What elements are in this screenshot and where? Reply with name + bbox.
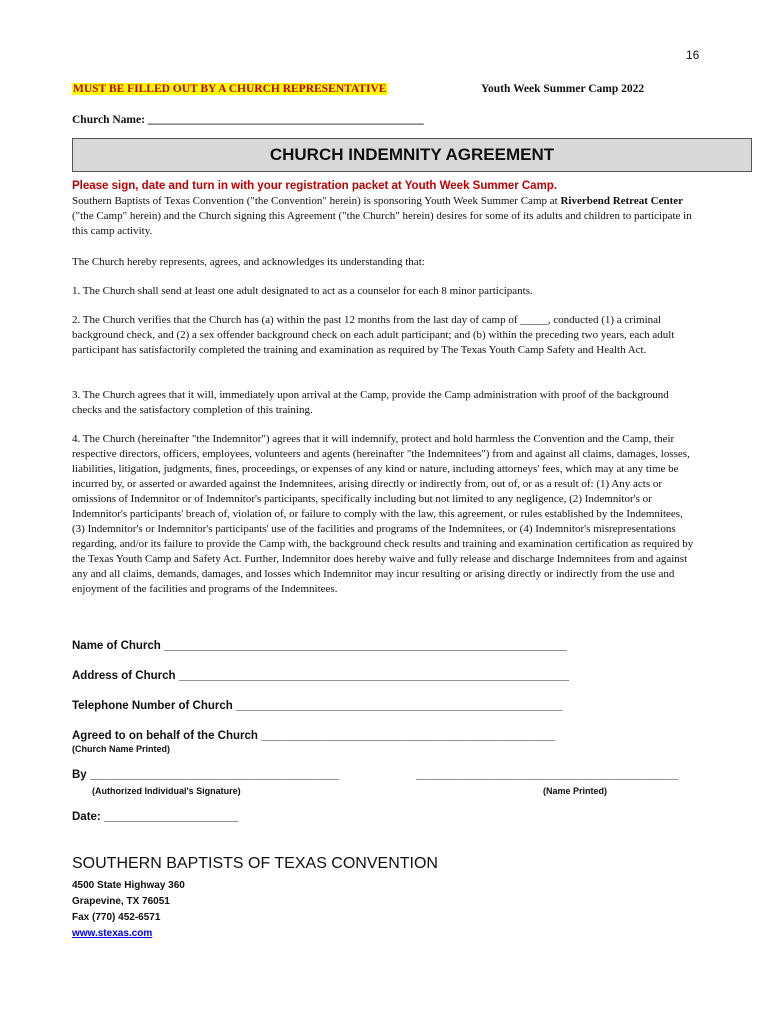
- clause-4: 4. The Church (hereinafter "the Indemnitor") agrees that it will indemnify, protect and hold harmless the Convention and the Camp, their respective directors, officers, employees, volunteers and agents (hereinafter "the Indemnitees") from and against all claims, damages, losses, liabilities, litigation, judgments, fines, proceedings, or expenses of any kind or nature, including attorneys' fees, which may at any time be incurred by, or asserted or awarded against the Indemnitees, arising directly or indirectly from, out of, or as a result of: (1) Any acts or omissions of Indemnitor or of Indemnitor's participants, specifically including but not limited to any negligence, (2) Indemnitor's or Indemnitor's participants' breach of, violation of, or failure to comply with the law, this agreement, or rules established by the Indemnitees, (3) Indemnitor's or Indemnitor's participants' use of the facilities and programs of the Indemnitees, or (4) Indemnitor's misrepresentations regarding, and/or its failure to provide the Camp with, the background check results and training and examination certification as required by the Texas Youth Camp and Safety Act. Further, Indemnitor does hereby waive and fully release and discharge Indemnitees from and against any and all claims, demands, damages, and losses which Indemnitor may incur resulting or arising directly or indirectly from the use and enjoyment of the facilities and programs of the Indemnitees.: [72, 433, 694, 595]
- church-address-field[interactable]: Address of Church _____________________________________________________________: [72, 670, 569, 682]
- page-number: 16: [686, 48, 700, 62]
- agreed-caption: (Church Name Printed): [72, 744, 171, 754]
- address-city: Grapevine, TX 76051: [72, 896, 170, 907]
- clause-1: 1. The Church shall send at least one adult designated to act as a counselor for each 8 minor participants.: [72, 285, 533, 297]
- date-field[interactable]: Date: _____________________: [72, 811, 239, 823]
- church-name-line[interactable]: Church Name: ________________________________________________: [72, 114, 424, 126]
- name-printed-field[interactable]: _________________________________________: [416, 769, 679, 781]
- website-link[interactable]: www.stexas.com: [72, 928, 153, 939]
- name-printed-caption: (Name Printed): [543, 786, 608, 796]
- address-street: 4500 State Highway 360: [72, 880, 185, 891]
- representative-notice: MUST BE FILLED OUT BY A CHURCH REPRESENTATIVE: [73, 83, 387, 95]
- signature-field[interactable]: By _______________________________________: [72, 769, 340, 781]
- organization-name: SOUTHERN BAPTISTS OF TEXAS CONVENTION: [72, 855, 438, 872]
- intro-paragraph: [72, 194, 697, 239]
- instruction-text: Please sign, date and turn in with your registration packet at Youth Week Summer Camp.: [72, 180, 558, 192]
- intro-camp-venue: Riverbend Retreat Center: [560, 195, 684, 207]
- intro-after: ("the Camp" herein) and the Church signing this Agreement ("the Church" herein) desires for some of its adults and children to participate in this camp activity.: [72, 210, 692, 237]
- telephone-field[interactable]: Telephone Number of Church ___________________________________________________: [72, 700, 563, 712]
- intro-before: Southern Baptists of Texas Convention ("the Convention" herein) is sponsoring Youth Week Summer Camp at: [72, 195, 561, 207]
- camp-title: Youth Week Summer Camp 2022: [481, 83, 645, 95]
- page-title: CHURCH INDEMNITY AGREEMENT: [269, 145, 555, 164]
- clause-2: 2. The Church verifies that the Church has (a) within the past 12 months from the last day of camp of _____, conducted (1) a criminal background check, and (2) a sex offender background check on each adult participant; and (b) within the preceding two years, each adult participant has satisfactorily completed the training and examination as required by The Texas Youth Camp Safety and Health Act.: [72, 314, 675, 356]
- signature-caption: (Authorized Individual's Signature): [92, 786, 241, 796]
- fax-number: Fax (770) 452-6571: [72, 912, 161, 923]
- church-name-field[interactable]: Name of Church _______________________________________________________________: [72, 640, 567, 652]
- clause-3: 3. The Church agrees that it will, immediately upon arrival at the Camp, provide the Camp administration with proof of the background checks and the satisfactory completion of this training.: [72, 389, 669, 416]
- agreed-church-field[interactable]: Agreed to on behalf of the Church ______________________________________________: [72, 730, 556, 742]
- title-banner: [72, 138, 752, 172]
- represents-paragraph: The Church hereby represents, agrees, and acknowledges its understanding that:: [72, 256, 425, 268]
